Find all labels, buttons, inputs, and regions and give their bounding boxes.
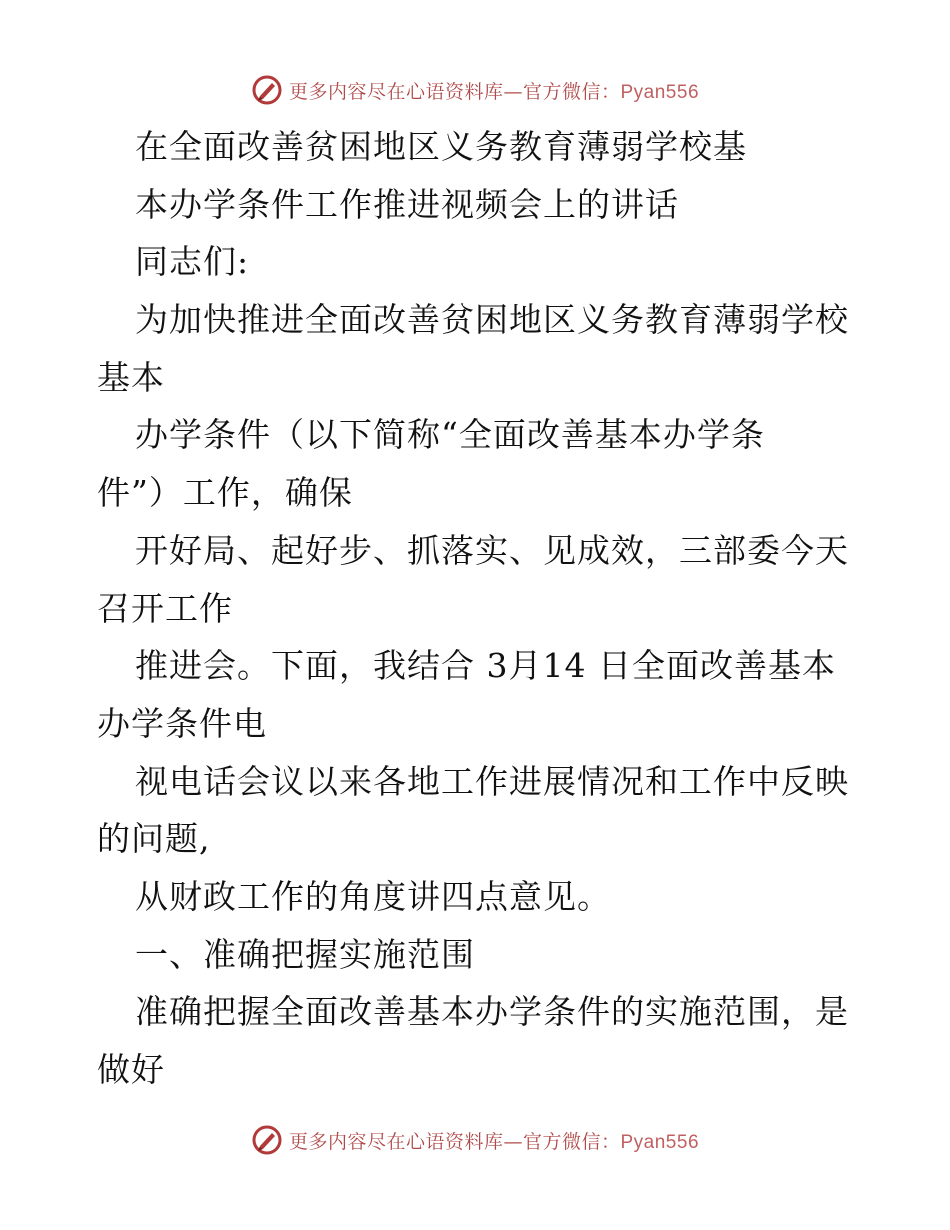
doc-paragraph-line: 视电话会议以来各地工作进展情况和工作中反映 bbox=[135, 761, 849, 801]
doc-paragraph-line: 开好局、起好步、抓落实、见成效，三部委今天 bbox=[135, 530, 849, 570]
header-wechat-id: Pyan556 bbox=[620, 81, 700, 103]
doc-paragraph-line: 召开工作 bbox=[97, 588, 233, 628]
doc-title-line-2: 本办学条件工作推进视频会上的讲话 bbox=[135, 184, 679, 224]
doc-title-line-1: 在全面改善贫困地区义务教育薄弱学校基 bbox=[135, 127, 747, 166]
doc-paragraph-line: 为加快推进全面改善贫困地区义务教育薄弱学校 bbox=[135, 300, 849, 340]
footer-banner-text: 更多内容尽在心语资料库—官方微信：Pyan556 bbox=[288, 1130, 700, 1153]
doc-salutation: 同志们: bbox=[135, 242, 250, 282]
doc-paragraph-line: 件”）工作，确保 bbox=[97, 473, 353, 513]
doc-paragraph-line: 的问题, bbox=[97, 819, 211, 859]
doc-section-heading: 一、准确把握实施范围 bbox=[135, 934, 475, 974]
header-banner-text: 更多内容尽在心语资料库—官方微信：Pyan556 bbox=[288, 80, 700, 103]
doc-paragraph-line: 从财政工作的角度讲四点意见。 bbox=[135, 876, 611, 916]
doc-paragraph-line: 基本 bbox=[97, 357, 165, 397]
footer-wechat-id: Pyan556 bbox=[620, 1131, 700, 1153]
pen-logo-icon bbox=[251, 1124, 283, 1156]
footer-banner bbox=[0, 1122, 950, 1158]
doc-paragraph-line: 办学条件电 bbox=[97, 703, 267, 743]
pen-logo-icon bbox=[251, 74, 283, 106]
doc-paragraph-line: 准确把握全面改善基本办学条件的实施范围，是 bbox=[135, 992, 849, 1032]
header-banner bbox=[0, 72, 950, 108]
doc-paragraph-line: 推进会。下面，我结合 3月14 日全面改善基本 bbox=[135, 646, 836, 686]
document-body bbox=[97, 118, 857, 1099]
doc-paragraph-line: 办学条件（以下简称“全面改善基本办学条 bbox=[135, 415, 765, 455]
doc-paragraph-line: 做好 bbox=[97, 1050, 165, 1089]
